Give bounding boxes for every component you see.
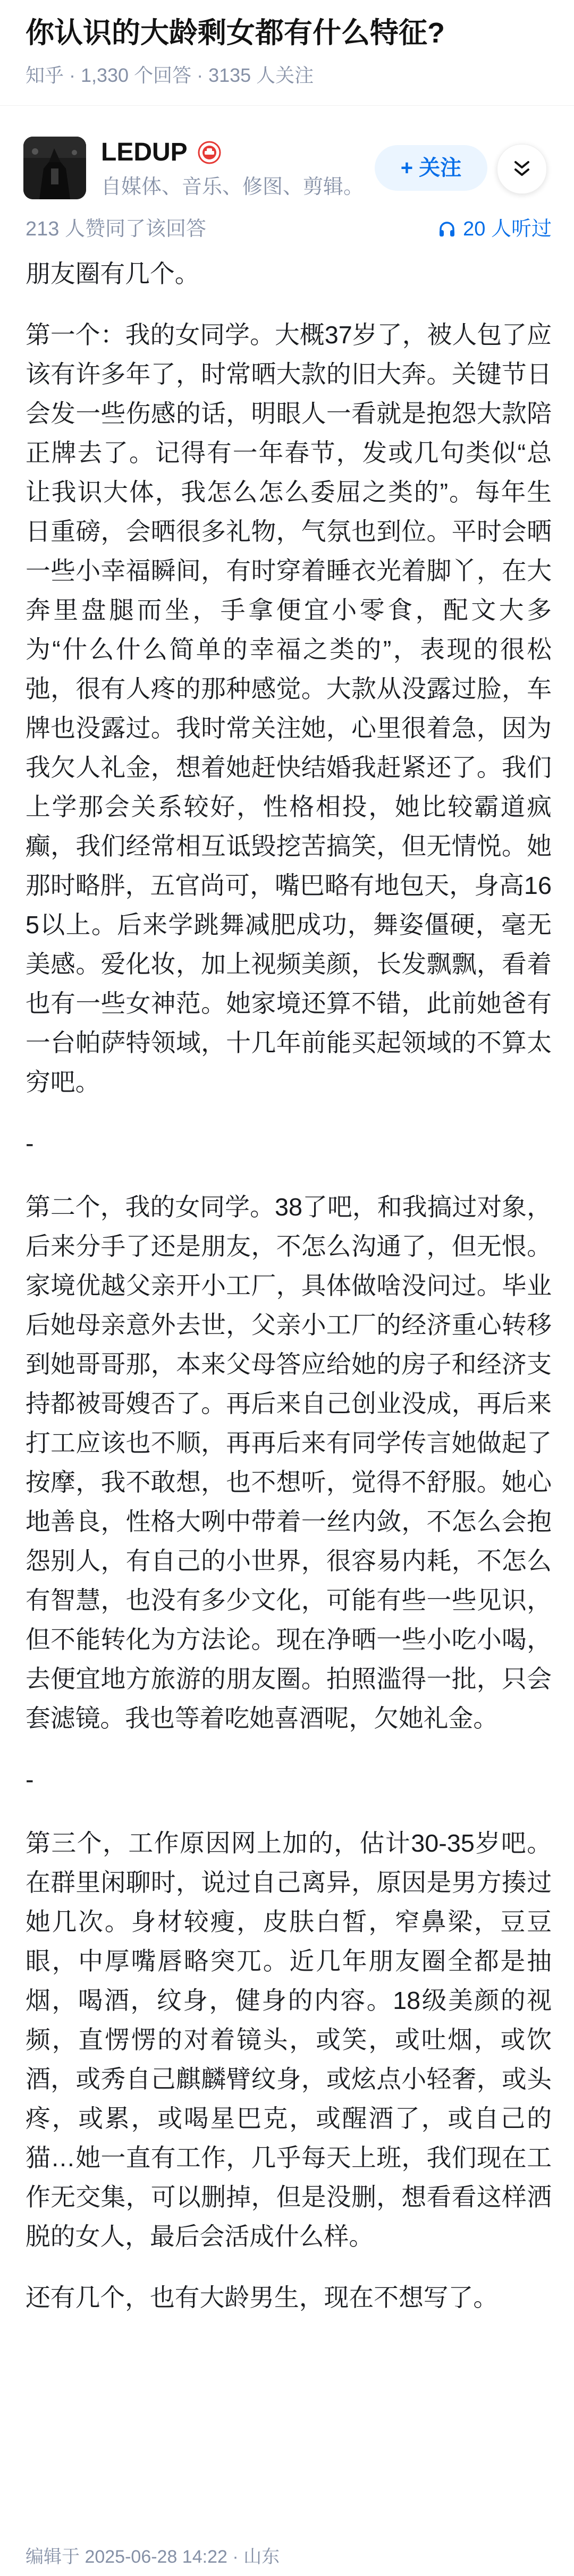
- author-name[interactable]: [101, 137, 222, 168]
- answer-content: [26, 254, 552, 2339]
- headphones-icon: [437, 219, 457, 239]
- answer-stats: [26, 215, 552, 243]
- author-name-text[interactable]: LEDUP: [101, 138, 188, 166]
- follow-button[interactable]: + 关注: [375, 145, 487, 191]
- answer-paragraph: 还有几个，也有大龄男生，现在不想写了。: [26, 2284, 499, 2311]
- answer-paragraph: 第二个，我的女同学。38了吧，和我搞过对象，后来分手了还是朋友，不怎么沟通了，但无恨。家境优越父亲开小工厂，具体做啥没问过。毕业后她母亲意外去世，父亲小工厂的经济重心转移到她哥哥那，本来父母答应给她的房子和经济支持都被哥嫂否了。再后来自己创业没成，再后来打工应该也不顺，再再后来有同学传言她做起了按摩，我不敢想，也不想听，觉得不舒服。她心地善良，性格大咧中带着一丝内敛，不怎么会抱怨别人，有自己的小世界，很容易内耗，不怎么有智慧，也没有多少文化，可能有些一些见识，但不能转化为方法论。现在净晒一些小吃小喝，去便宜地方旅游的朋友圈。拍照滥得一批，只会套滤镜。我也等着吃她喜酒呢，欠她礼金。: [26, 1193, 552, 1732]
- chevron-double-down-icon: [510, 157, 534, 181]
- question-meta: 知乎 · 1,330 个回答 · 3135 人关注: [26, 64, 314, 86]
- author-bar: [0, 125, 574, 210]
- question-header: [0, 0, 574, 106]
- answer-paragraph: 第三个，工作原因网上加的，估计30-35岁吧。在群里闲聊时，说过自己离异，原因是男方揍过她几次。身材较瘦，皮肤白皙，窄鼻梁，豆豆眼，中厚嘴唇略突兀。近几年朋友圈全都是抽烟，喝酒，纹身，健身的内容。18级美颜的视频，直愣愣的对着镜头，或笑，或吐烟，或饮酒，或秀自己麒麟臂纹身，或炫点小轻奢，或头疼，或累，或喝星巴克，或醒酒了，或自己的猫…她一直有工作，几乎每天上班，我们现在工作无交集，可以删掉，但是没删，想看看这样洒脱的女人，最后会活成什么样。: [26, 1829, 552, 2250]
- avatar-image: [23, 137, 86, 199]
- answer-separator: -: [26, 1129, 34, 1157]
- answer-paragraph: 第一个：我的女同学。大概37岁了，被人包了应该有许多年了，时常晒大款的旧大奔。关键节日会发一些伤感的话，明眼人一看就是抱怨大款陪正牌去了。记得有一年春节，发或几句类似“总让我识大体，我怎么怎么委屈之类的”。每年生日重磅，会晒很多礼物，气氛也到位。平时会晒一些小幸福瞬间，有时穿着睡衣光着脚丫，在大奔里盘腿而坐，手拿便宜小零食，配文大多为“什么什么简单的幸福之类的”，表现的很松弛，很有人疼的那种感觉。大款从没露过脸，车牌也没露过。我时常关注她，心里很着急，因为我欠人礼金，想着她赶快结婚我赶紧还了。我们上学那会关系较好，性格相投，她比较霸道疯癫，我们经常相互诋毁挖苦搞笑，但无情悦。她那时略胖，五官尚可，嘴巴略有地包天，身高165以上。后来学跳舞减肥成功，舞姿僵硬，毫无美感。爱化妆，加上视频美颜，长发飘飘，看着也有一些女神范。她家境还算不错，此前她爸有一台帕萨特领域，十几年前能买起领域的不算太穷吧。: [26, 321, 552, 1096]
- answer-separator: -: [26, 1766, 34, 1793]
- expand-button[interactable]: [497, 144, 547, 194]
- avatar[interactable]: [23, 137, 86, 199]
- question-title[interactable]: 你认识的大龄剩女都有什么特征?: [26, 17, 445, 49]
- answer-paragraph: 朋友圈有几个。: [26, 260, 200, 288]
- badge-icon: [197, 140, 222, 165]
- edit-timestamp: 编辑于 2025-06-28 14:22 · 山东: [26, 2547, 280, 2567]
- upvote-count: 213 人赞同了该回答: [26, 218, 206, 240]
- listen-count[interactable]: 20 人听过: [463, 218, 552, 240]
- author-bio: 自媒体、音乐、修图、剪辑。: [101, 176, 364, 198]
- listen-button[interactable]: [437, 215, 552, 243]
